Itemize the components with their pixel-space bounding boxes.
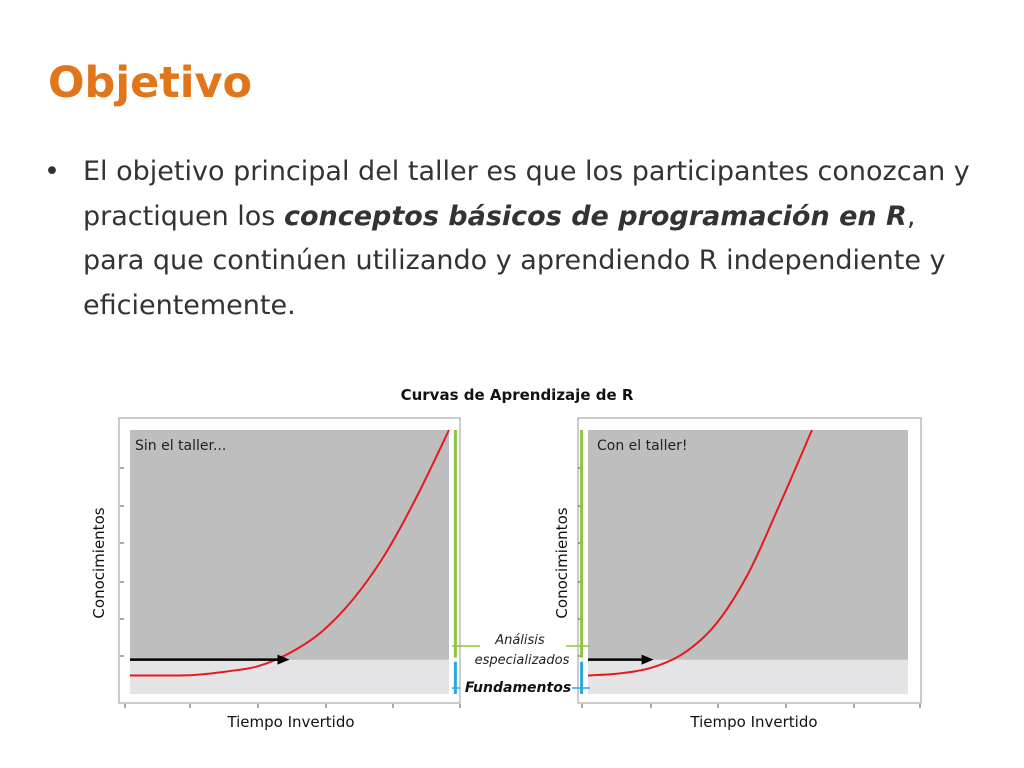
panel-left-ylabel: Conocimientos xyxy=(90,507,108,619)
bullet-text-before: El objetivo principal del taller es que los participantes conozcan y practiquen los xyxy=(83,156,970,232)
panel-left xyxy=(90,418,460,731)
panel-left-x-ticks xyxy=(125,704,460,708)
annotation-fundamentos: Fundamentos xyxy=(464,680,572,696)
bullet-emphasis: conceptos básicos de programación en R xyxy=(283,200,907,232)
panel-left-plot-area xyxy=(130,430,449,694)
panel-right-ylabel: Conocimientos xyxy=(553,507,571,619)
panel-left-xlabel: Tiempo Invertido xyxy=(227,713,355,731)
panel-right-plot-area xyxy=(588,430,908,694)
panel-right-xlabel: Tiempo Invertido xyxy=(690,713,818,731)
panel-left-fundamentos-band xyxy=(130,660,449,694)
panel-left-label: Sin el taller... xyxy=(135,438,227,454)
annotation-analisis-line1: Análisis xyxy=(495,633,545,648)
bullet-dot-icon: • xyxy=(44,156,60,187)
panel-right-label: Con el taller! xyxy=(597,438,688,454)
slide-title: Objetivo xyxy=(48,58,253,108)
chart-title: Curvas de Aprendizaje de R xyxy=(400,386,634,404)
bullet-text-after: , para que continúen utilizando y aprendiendo R independiente y eficientemente. xyxy=(83,200,946,321)
panel-right-x-ticks xyxy=(582,704,920,708)
band-annotations xyxy=(452,633,590,696)
annotation-analisis-line2: especializados xyxy=(474,653,570,668)
panel-right-fundamentos-band xyxy=(588,660,908,694)
annotation-analisis xyxy=(475,633,570,668)
panel-right xyxy=(553,418,921,731)
